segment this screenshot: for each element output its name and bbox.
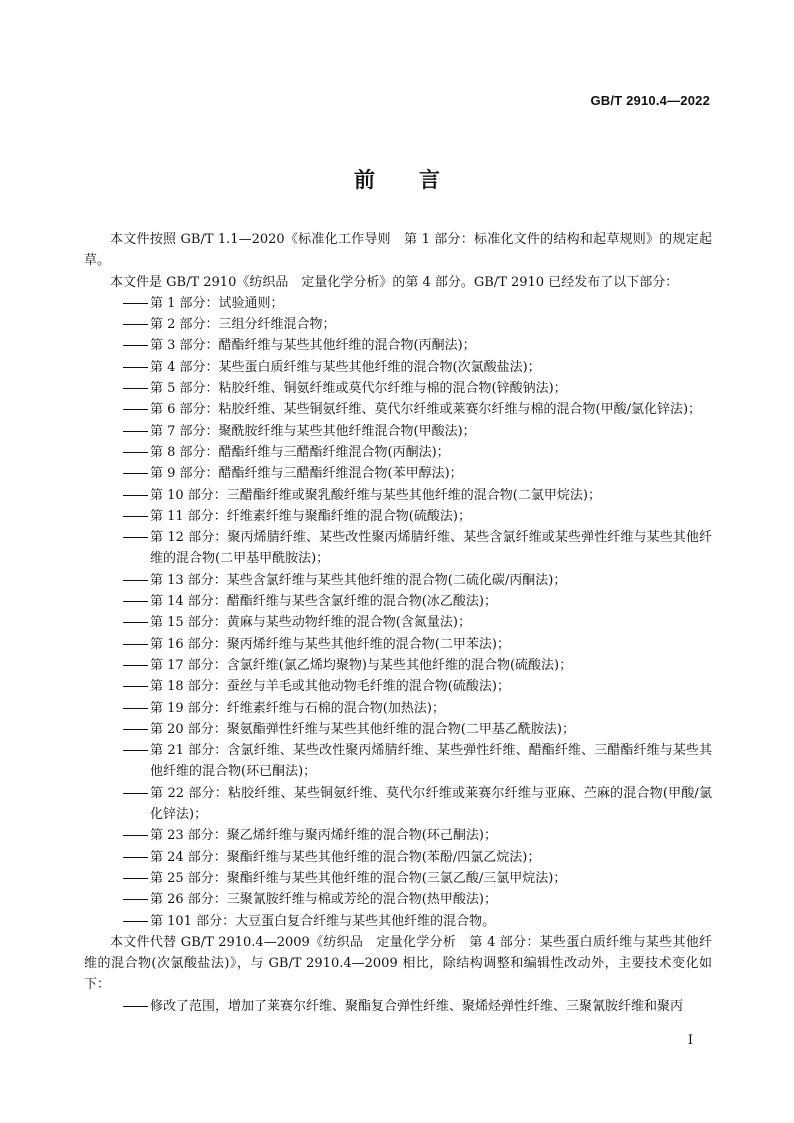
list-item-text: 第 12 部分：聚丙烯腈纤维、某些改性聚丙烯腈纤维、某些含氯纤维或某些弹性纤维与某些其他纤维的混合物(二甲基甲酰胺法)；: [150, 530, 712, 567]
list-item: [84, 442, 712, 463]
list-item: [84, 825, 712, 846]
list-item-text: 第 101 部分：大豆蛋白复合纤维与某些其他纤维的混合物。: [150, 913, 496, 929]
list-item-text: 第 17 部分：含氯纤维(氯乙烯均聚物)与某些其他纤维的混合物(硫酸法)；: [150, 657, 573, 673]
list-item-text: 第 25 部分：聚酯纤维与某些其他纤维的混合物(三氯乙酸/三氯甲烷法)；: [150, 870, 567, 886]
list-item-text: 第 21 部分：含氯纤维、某些改性聚丙烯腈纤维、某些弹性纤维、醋酯纤维、三醋酯纤维与某些其他纤维的混合物(环已酮法)；: [150, 743, 712, 780]
list-item: [84, 847, 712, 868]
list-item: [84, 698, 712, 719]
list-item-text: 第 10 部分：三醋酯纤维或聚乳酸纤维与某些其他纤维的混合物(二氯甲烷法)；: [150, 487, 601, 503]
list-item-text: 第 13 部分：某些含氯纤维与某些其他纤维的混合物(二硫化碳/丙酮法)；: [150, 572, 567, 588]
list-item: [84, 783, 712, 826]
list-item: [84, 911, 712, 932]
list-item-text: 第 18 部分：蚕丝与羊毛或其他动物毛纤维的混合物(硫酸法)；: [150, 679, 510, 695]
changes-list: [84, 996, 712, 1017]
list-item: [84, 996, 712, 1017]
list-item-text: 修改了范围，增加了莱赛尔纤维、聚酯复合弹性纤维、聚烯烃弹性纤维、三聚氰胺纤维和聚丙: [150, 998, 684, 1014]
parts-list: [84, 293, 712, 932]
list-item-text: 第 2 部分：三组分纤维混合物；: [150, 317, 336, 333]
intro-paragraph: 本文件是 GB/T 2910《纺织品 定量化学分析》的第 4 部分。GB/T 2910 已经发布了以下部分：: [110, 274, 679, 290]
list-item-text: 第 23 部分：聚乙烯纤维与聚丙烯纤维的混合物(环己酮法)；: [150, 828, 497, 844]
list-item: [84, 740, 712, 783]
page-title: 前言: [354, 168, 484, 192]
list-item-text: 第 20 部分：聚氨酯弹性纤维与某些其他纤维的混合物(二甲基乙酰胺法)；: [150, 721, 575, 737]
list-item: [84, 335, 712, 356]
list-item: [84, 570, 712, 591]
list-item: [84, 655, 712, 676]
list-item: [84, 719, 712, 740]
list-item-text: 第 4 部分：某些蛋白质纤维与某些其他纤维的混合物(次氯酸盐法)；: [150, 359, 541, 375]
list-item: [84, 506, 712, 527]
list-item-text: 第 22 部分：粘胶纤维、某些铜氨纤维、莫代尔纤维或莱赛尔纤维与亚麻、苎麻的混合物(甲酸/氯化锌法)；: [150, 785, 712, 823]
page-number: I: [687, 1033, 693, 1048]
list-item: [84, 378, 712, 399]
list-item: [84, 868, 712, 889]
list-item-text: 第 5 部分：粘胶纤维、铜氨纤维或莫代尔纤维与棉的混合物(锌酸钠法)；: [150, 381, 567, 397]
list-item: [84, 314, 712, 335]
list-item-text: 第 19 部分：纤维素纤维与石棉的混合物(加热法)；: [150, 700, 445, 716]
list-item: [84, 634, 712, 655]
list-item-text: 第 16 部分：聚丙烯纤维与某些其他纤维的混合物(二甲苯法)；: [150, 636, 510, 652]
list-item-text: 第 6 部分：粘胶纤维、某些铜氨纤维、莫代尔纤维或莱赛尔纤维与棉的混合物(甲酸/氯化锌法)；: [150, 402, 702, 418]
intro-paragraph: 本文件按照 GB/T 1.1—2020《标准化工作导则 第 1 部分：标准化文件的结构和起草规则》的规定起草。: [84, 232, 712, 269]
replace-paragraph: 本文件代替 GB/T 2910.4—2009《纺织品 定量化学分析 第 4 部分：某些蛋白质纤维与某些其他纤维的混合物(次氯酸盐法)》，与 GB/T 2910.4—2009 相比，除结构调整和编辑性改动外，主要技术变化如下：: [84, 934, 712, 993]
list-item-text: 第 8 部分：醋酯纤维与三醋酯纤维混合物(丙酮法)；: [150, 444, 450, 460]
list-item-text: 第 24 部分：聚酯纤维与某些其他纤维的混合物(苯酚/四氯乙烷法)；: [150, 849, 541, 865]
list-item-text: 第 11 部分：纤维素纤维与聚酯纤维的混合物(硫酸法)；: [150, 508, 471, 524]
list-item-text: 第 9 部分：醋酯纤维与三醋酯纤维混合物(苯甲醇法)；: [150, 466, 463, 482]
list-item: [84, 527, 712, 570]
list-item-text: 第 14 部分：醋酯纤维与某些含氯纤维的混合物(冰乙酸法)；: [150, 594, 497, 610]
preface-body: [84, 229, 712, 1017]
list-item-text: 第 1 部分：试验通则；: [150, 295, 284, 311]
list-item: [84, 676, 712, 697]
list-item: [84, 399, 712, 420]
list-item-text: 第 3 部分：醋酯纤维与某些其他纤维的混合物(丙酮法)；: [150, 338, 476, 354]
list-item: [84, 889, 712, 910]
list-item: [84, 463, 712, 484]
list-item-text: 第 7 部分：聚酰胺纤维与某些其他纤维混合物(甲酸法)；: [150, 423, 476, 439]
list-item: [84, 591, 712, 612]
list-item-text: 第 15 部分：黄麻与某些动物纤维的混合物(含氮量法)；: [150, 615, 471, 631]
list-item: [84, 612, 712, 633]
list-item: [84, 357, 712, 378]
standard-code: GB/T 2910.4—2022: [590, 93, 710, 108]
list-item: [84, 421, 712, 442]
list-item-text: 第 26 部分：三聚氰胺纤维与棉或芳纶的混合物(热甲酸法)；: [150, 892, 497, 908]
list-item: [84, 485, 712, 506]
list-item: [84, 293, 712, 314]
